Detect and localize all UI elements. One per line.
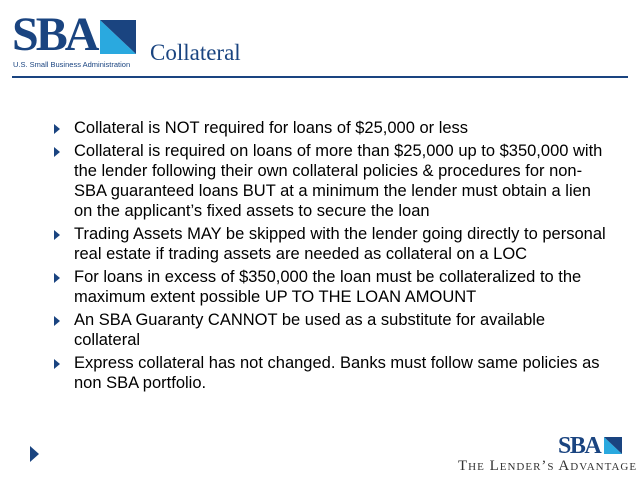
bullet-item bbox=[50, 224, 610, 264]
bullet-text: Trading Assets MAY be skipped with the lender going directly to personal real estate if trading assets are needed as collateral on a LOC bbox=[74, 225, 606, 263]
triangle-right-icon bbox=[54, 230, 60, 240]
bullet-text: An SBA Guaranty CANNOT be used as a substitute for available collateral bbox=[74, 311, 546, 349]
sba-logo-triangle-icon bbox=[100, 20, 136, 54]
sba-logo-letters: SBA bbox=[12, 8, 97, 61]
triangle-right-icon bbox=[54, 359, 60, 369]
triangle-right-icon bbox=[54, 273, 60, 283]
bullet-text: Express collateral has not changed. Banks must follow same policies as non SBA portfolio. bbox=[74, 354, 600, 392]
sba-logo-tagline: U.S. Small Business Administration bbox=[13, 60, 131, 69]
bullet-item bbox=[50, 118, 610, 138]
bullet-text: Collateral is NOT required for loans of $25,000 or less bbox=[74, 119, 469, 137]
title-divider bbox=[12, 76, 628, 78]
triangle-right-icon bbox=[54, 147, 60, 157]
triangle-right-icon bbox=[54, 316, 60, 326]
footer-logo-letters: SBA bbox=[558, 433, 601, 459]
sba-logo bbox=[12, 8, 131, 70]
next-slide-icon[interactable] bbox=[30, 446, 39, 462]
triangle-right-icon bbox=[54, 124, 60, 134]
bullet-item bbox=[50, 353, 610, 393]
footer-sba-logo bbox=[558, 434, 600, 458]
bullet-text: For loans in excess of $350,000 the loan must be collateralized to the maximum extent possible UP TO THE LOAN AMOUNT bbox=[74, 268, 582, 306]
bullet-item bbox=[50, 141, 610, 221]
bullet-item bbox=[50, 310, 610, 350]
bullet-list bbox=[50, 118, 610, 396]
bullet-item bbox=[50, 267, 610, 307]
bullet-text: Collateral is required on loans of more than $25,000 up to $350,000 with the lender following their own collateral policies & procedures for non-SBA guaranteed loans BUT at a minimum the lender must obtain a lien on the applicant’s fixed assets to secure the loan bbox=[74, 142, 603, 220]
footer-logo-triangle-icon bbox=[604, 437, 622, 454]
footer-tagline: The Lender’s Advantage bbox=[458, 458, 638, 474]
slide-title: Collateral bbox=[150, 40, 241, 65]
